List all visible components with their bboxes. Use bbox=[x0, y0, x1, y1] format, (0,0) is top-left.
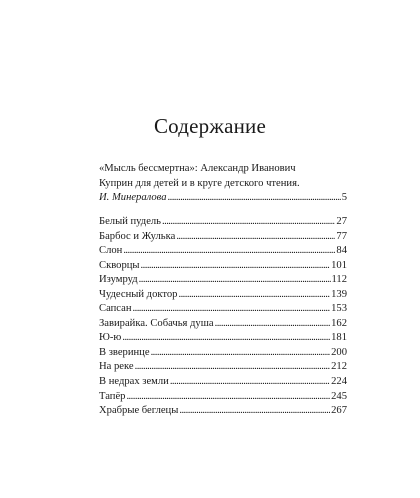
toc-entry-page: 162 bbox=[331, 317, 347, 329]
dot-leader bbox=[122, 331, 330, 346]
toc-entry bbox=[99, 259, 347, 274]
toc-entry-page: 212 bbox=[331, 361, 347, 373]
page-title: Содержание bbox=[153, 114, 267, 138]
toc-entry bbox=[99, 331, 347, 346]
dot-leader bbox=[162, 215, 335, 230]
dot-leader bbox=[123, 244, 335, 259]
dot-leader bbox=[135, 360, 331, 375]
dot-leader bbox=[215, 317, 331, 332]
toc-entry-title: Барбос и Жулька bbox=[99, 230, 176, 242]
toc-entry bbox=[99, 230, 347, 245]
dot-leader bbox=[168, 191, 341, 206]
dot-leader bbox=[170, 375, 330, 390]
intro-line-2: Куприн для детей и в круге детского чтения. bbox=[99, 177, 300, 189]
toc-entry-page: 112 bbox=[331, 274, 347, 286]
toc-entry bbox=[99, 346, 347, 361]
dot-leader bbox=[151, 346, 331, 361]
toc-entry-title: Тапёр bbox=[99, 390, 126, 402]
toc-entry-title: В зверинце bbox=[99, 346, 150, 358]
toc-entry-title: Скворцы bbox=[99, 259, 140, 271]
toc-entry-title: Сапсан bbox=[99, 303, 132, 315]
toc-entry-title: Завирайка. Собачья душа bbox=[99, 317, 214, 329]
toc-entry-page: 200 bbox=[331, 346, 347, 358]
toc-entry-page: 224 bbox=[331, 376, 347, 388]
toc-entry bbox=[99, 317, 347, 332]
toc-entry-title: Храбрые беглецы bbox=[99, 405, 179, 417]
dot-leader bbox=[133, 302, 331, 317]
toc-entry-page: 27 bbox=[336, 216, 347, 227]
toc-entry-title: Слон bbox=[99, 245, 123, 257]
toc-entry bbox=[99, 288, 347, 303]
toc-entry-page: 153 bbox=[331, 303, 347, 315]
toc-entry-page: 181 bbox=[331, 332, 347, 344]
toc-entry bbox=[99, 360, 347, 375]
toc-entry bbox=[99, 375, 347, 390]
toc-entries bbox=[99, 215, 347, 419]
toc-entry-title: На реке bbox=[99, 361, 134, 373]
intro-author-row bbox=[99, 191, 347, 206]
toc-entry bbox=[99, 215, 347, 230]
dot-leader bbox=[139, 273, 331, 288]
intro-page-number: 5 bbox=[341, 192, 347, 203]
toc-entry-title: Ю-ю bbox=[99, 332, 122, 344]
dot-leader bbox=[178, 288, 330, 303]
toc-entry-page: 245 bbox=[331, 390, 347, 402]
toc-entry-page: 267 bbox=[331, 405, 347, 417]
dot-leader bbox=[176, 230, 335, 245]
toc-entry-page: 84 bbox=[336, 245, 347, 257]
toc-entry bbox=[99, 302, 347, 317]
toc-entry-title: Белый пудель bbox=[99, 216, 162, 227]
toc-entry-title: Чудесный доктор bbox=[99, 288, 178, 300]
toc-entry-page: 77 bbox=[336, 230, 347, 242]
toc-entry bbox=[99, 273, 347, 288]
dot-leader bbox=[141, 259, 331, 274]
toc-entry-title: В недрах земли bbox=[99, 376, 169, 388]
toc-entry-page: 101 bbox=[331, 259, 347, 271]
toc-entry-title: Изумруд bbox=[99, 274, 138, 286]
intro-entry bbox=[99, 162, 347, 206]
toc-entry bbox=[99, 390, 347, 405]
toc-entry bbox=[99, 244, 347, 259]
intro-line-1: «Мысль бессмертна»: Александр Иванович bbox=[99, 163, 296, 174]
toc-entry bbox=[99, 404, 347, 419]
toc-entry-page: 139 bbox=[331, 288, 347, 300]
dot-leader bbox=[179, 404, 330, 419]
intro-author: И. Минералова bbox=[99, 192, 167, 203]
dot-leader bbox=[126, 390, 330, 405]
